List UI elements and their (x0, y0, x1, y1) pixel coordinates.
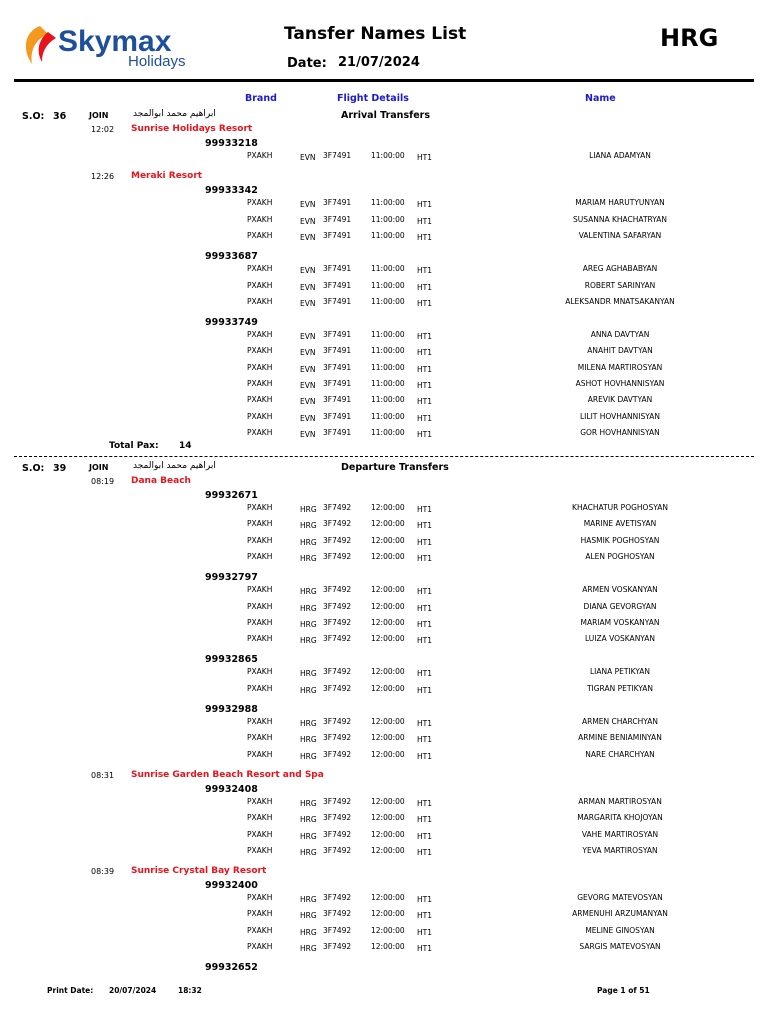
so-label: S.O: (22, 463, 45, 474)
airport-code: HRG (300, 521, 317, 531)
hotel-code: HT1 (417, 669, 432, 679)
pax-code: PXAKH (247, 214, 273, 224)
flight-number: 3F7491 (323, 296, 352, 306)
transfer-type: Arrival Transfers (341, 110, 431, 121)
passenger-row (0, 926, 768, 940)
pax-code: PXAKH (247, 683, 273, 693)
flight-number: 3F7491 (323, 214, 352, 224)
passenger-row (0, 750, 768, 764)
passenger-name: LIANA ADAMYAN (589, 151, 651, 160)
passenger-row (0, 684, 768, 698)
passenger-row (0, 379, 768, 393)
date-value: 21/07/2024 (338, 55, 420, 70)
airport-code: EVN (300, 232, 316, 242)
passenger-name: ARMENUHI ARZUMANYAN (572, 909, 668, 919)
print-date-label: Print Date: (47, 986, 94, 995)
hotel-code: HT1 (417, 751, 432, 761)
hotel-pickup-time: 12:02 (91, 125, 115, 134)
flight-number: 3F7491 (323, 395, 352, 405)
flight-number: 3F7491 (323, 346, 352, 356)
pax-code: PXAKH (247, 634, 273, 644)
airport-code: EVN (300, 429, 316, 439)
passenger-row (0, 264, 768, 278)
airport-code: EVN (300, 216, 316, 226)
hotel-code: HT1 (417, 847, 432, 857)
passenger-name: ARMINE BENIAMINYAN (578, 733, 662, 743)
pax-code: PXAKH (247, 535, 273, 545)
hotel-code: HT1 (417, 521, 432, 531)
join-label: JOIN (89, 111, 109, 120)
hotel-code: HT1 (417, 636, 432, 646)
flight-time: 12:00:00 (371, 601, 405, 611)
flight-number: 3F7492 (323, 683, 352, 693)
hotel-code: HT1 (417, 927, 432, 937)
flight-time: 11:00:00 (371, 362, 405, 372)
passenger-name: ROBERT SARINYAN (584, 280, 656, 290)
flight-number: 3F7492 (323, 601, 352, 611)
airport-code: EVN (300, 332, 316, 342)
passenger-name: YEVA MARTIROSYAN (582, 845, 658, 855)
transfer-type: Departure Transfers (341, 462, 449, 473)
passenger-name: GOR HOVHANNISYAN (580, 427, 660, 437)
pax-code: PXAKH (247, 733, 273, 743)
pax-code: PXAKH (247, 395, 273, 405)
passenger-name: MARINE AVETISYAN (583, 519, 657, 529)
hotel-code: HT1 (417, 266, 432, 276)
passenger-name: KHACHATUR POGHOSYAN (572, 503, 668, 512)
airport-code: HRG (300, 636, 317, 646)
print-date-value: 20/07/2024 (109, 986, 157, 995)
passenger-name: SARGIS MATEVOSYAN (579, 942, 661, 951)
flight-number: 3F7492 (323, 909, 352, 919)
passenger-name: ANAHIT DAVTYAN (587, 346, 653, 356)
flight-number: 3F7492 (323, 733, 352, 743)
passenger-row (0, 412, 768, 426)
passenger-name: HASMIK POGHOSYAN (580, 535, 660, 545)
passenger-row (0, 503, 768, 517)
flight-time: 12:00:00 (371, 519, 405, 529)
pax-code: PXAKH (247, 503, 273, 512)
pax-code: PXAKH (247, 893, 273, 903)
hotel-code: HT1 (417, 553, 432, 563)
passenger-name: LUIZA VOSKANYAN (584, 634, 656, 644)
flight-time: 11:00:00 (371, 330, 405, 340)
voucher-number: 99932400 (205, 880, 258, 892)
flight-time: 11:00:00 (371, 379, 405, 388)
airport-code: EVN (300, 397, 316, 407)
airport-code: EVN (300, 348, 316, 358)
flight-number: 3F7492 (323, 551, 352, 561)
skymax-logo (20, 20, 230, 72)
hotel-code: HT1 (417, 505, 432, 514)
airport-code: EVN (300, 282, 316, 292)
column-header-brand: Brand (245, 93, 277, 104)
total-pax-label: Total Pax: (109, 441, 159, 451)
airport-code: HRG (300, 895, 317, 905)
airport-code: HRG (300, 735, 317, 745)
hotel-pickup-time: 08:31 (91, 770, 115, 780)
flight-time: 12:00:00 (371, 925, 405, 935)
passenger-name: MARGARITA KHOJOYAN (577, 813, 663, 823)
flight-time: 12:00:00 (371, 717, 405, 726)
flight-number: 3F7492 (323, 942, 352, 951)
passenger-name: NARE CHARCHYAN (585, 749, 655, 759)
hotel-code: HT1 (417, 200, 432, 210)
airport-code: EVN (300, 364, 316, 374)
passenger-name: VAHE MARTIROSYAN (581, 829, 659, 839)
flight-time: 12:00:00 (371, 634, 405, 644)
passenger-name: MILENA MARTIROSYAN (577, 362, 663, 372)
voucher-number: 99932797 (205, 572, 258, 584)
header-rule (14, 79, 754, 82)
so-label: S.O: (22, 111, 45, 122)
passenger-row (0, 363, 768, 377)
passenger-row (0, 634, 768, 648)
passenger-row (0, 830, 768, 844)
passenger-row (0, 813, 768, 827)
airport-code: EVN (300, 381, 316, 390)
passenger-name: ARMEN CHARCHYAN (581, 717, 658, 726)
pax-code: PXAKH (247, 717, 273, 726)
pax-code: PXAKH (247, 346, 273, 356)
guide-name-arabic: ابراهيم محمد ابوالمجد (133, 461, 216, 471)
flight-number: 3F7492 (323, 617, 352, 627)
flight-time: 11:00:00 (371, 214, 405, 224)
flight-number: 3F7492 (323, 829, 352, 839)
pax-code: PXAKH (247, 198, 273, 208)
flight-time: 11:00:00 (371, 395, 405, 405)
passenger-row (0, 846, 768, 860)
so-number: 39 (53, 463, 67, 474)
flight-number: 3F7491 (323, 230, 352, 240)
flight-time: 12:00:00 (371, 535, 405, 545)
pax-code: PXAKH (247, 585, 273, 595)
passenger-name: AREVIK DAVTYAN (587, 395, 653, 405)
airport-code: HRG (300, 831, 317, 841)
passenger-name: GEVORG MATEVOSYAN (577, 893, 663, 903)
flight-number: 3F7492 (323, 813, 352, 823)
flight-time: 12:00:00 (371, 617, 405, 627)
hotel-code: HT1 (417, 429, 432, 439)
flight-number: 3F7492 (323, 503, 352, 512)
pax-code: PXAKH (247, 551, 273, 561)
passenger-row (0, 346, 768, 360)
passenger-name: TIGRAN PETIKYAN (586, 683, 654, 693)
airport-code: HRG (660, 24, 719, 52)
flight-time: 11:00:00 (371, 280, 405, 290)
pax-code: PXAKH (247, 617, 273, 627)
hotel-code: HT1 (417, 603, 432, 613)
pax-code: PXAKH (247, 909, 273, 919)
pax-code: PXAKH (247, 925, 273, 935)
pax-code: PXAKH (247, 264, 273, 274)
passenger-row (0, 797, 768, 811)
section-divider (14, 456, 754, 457)
flight-number: 3F7491 (323, 151, 352, 160)
hotel-code: HT1 (417, 232, 432, 242)
pax-code: PXAKH (247, 813, 273, 823)
voucher-number: 99932671 (205, 490, 258, 501)
hotel-code: HT1 (417, 944, 432, 953)
flight-time: 12:00:00 (371, 845, 405, 855)
pax-code: PXAKH (247, 330, 273, 340)
voucher-number: 99933342 (205, 185, 258, 197)
airport-code: EVN (300, 298, 316, 308)
pax-code: PXAKH (247, 427, 273, 437)
so-number: 36 (53, 111, 67, 122)
voucher-number: 99932988 (205, 704, 258, 715)
passenger-name: ALEN POGHOSYAN (585, 551, 655, 561)
passenger-row (0, 733, 768, 747)
flight-time: 12:00:00 (371, 829, 405, 839)
pax-code: PXAKH (247, 296, 273, 306)
passenger-name: ASHOT HOVHANNISYAN (575, 379, 665, 388)
airport-code: HRG (300, 798, 317, 808)
hotel-code: HT1 (417, 298, 432, 308)
pax-code: PXAKH (247, 519, 273, 529)
hotel-code: HT1 (417, 735, 432, 745)
passenger-row (0, 618, 768, 632)
flight-time: 11:00:00 (371, 296, 405, 306)
hotel-code: HT1 (417, 619, 432, 629)
hotel-code: HT1 (417, 397, 432, 407)
airport-code: HRG (300, 911, 317, 921)
hotel-code: HT1 (417, 332, 432, 342)
pax-code: PXAKH (247, 230, 273, 240)
hotel-name: Dana Beach (131, 476, 191, 486)
airport-code: EVN (300, 153, 316, 162)
pax-code: PXAKH (247, 796, 273, 806)
flight-number: 3F7492 (323, 535, 352, 545)
flight-number: 3F7491 (323, 362, 352, 372)
passenger-row (0, 330, 768, 344)
hotel-name: Sunrise Garden Beach Resort and Spa (131, 769, 324, 780)
flight-number: 3F7491 (323, 330, 352, 340)
pax-code: PXAKH (247, 280, 273, 290)
hotel-code: HT1 (417, 153, 432, 162)
pax-code: PXAKH (247, 749, 273, 759)
hotel-code: HT1 (417, 587, 432, 597)
flight-time: 11:00:00 (371, 411, 405, 421)
passenger-name: MARIAM HARUTYUNYAN (575, 198, 665, 208)
passenger-name: DIANA GEVORGYAN (583, 601, 657, 611)
flight-time: 11:00:00 (371, 264, 405, 274)
airport-code: HRG (300, 685, 317, 695)
flight-time: 11:00:00 (371, 427, 405, 437)
airport-code: HRG (300, 751, 317, 761)
airport-code: HRG (300, 815, 317, 825)
date-label: Date: (287, 56, 327, 71)
flight-time: 12:00:00 (371, 813, 405, 823)
airport-code: HRG (300, 719, 317, 728)
passenger-row (0, 552, 768, 566)
hotel-code: HT1 (417, 815, 432, 825)
passenger-row (0, 151, 768, 165)
hotel-pickup-time: 12:26 (91, 172, 115, 182)
passenger-name: ARMEN VOSKANYAN (582, 585, 658, 595)
airport-code: HRG (300, 587, 317, 597)
airport-code: HRG (300, 927, 317, 937)
flight-number: 3F7491 (323, 264, 352, 274)
hotel-pickup-time: 08:19 (91, 477, 115, 486)
flight-time: 12:00:00 (371, 749, 405, 759)
hotel-code: HT1 (417, 911, 432, 921)
flight-number: 3F7491 (323, 411, 352, 421)
column-header-flight: Flight Details (337, 93, 409, 104)
flight-number: 3F7492 (323, 519, 352, 529)
flight-time: 12:00:00 (371, 893, 405, 903)
passenger-row (0, 602, 768, 616)
passenger-name: SUSANNA KHACHATRYAN (572, 214, 668, 224)
flight-time: 12:00:00 (371, 733, 405, 743)
flight-number: 3F7492 (323, 667, 352, 677)
join-label: JOIN (89, 463, 109, 472)
hotel-code: HT1 (417, 719, 432, 728)
hotel-code: HT1 (417, 798, 432, 808)
airport-code: HRG (300, 505, 317, 514)
flight-time: 12:00:00 (371, 667, 405, 677)
voucher-number: 99933687 (205, 251, 258, 263)
voucher-number: 99932865 (205, 654, 258, 666)
hotel-code: HT1 (417, 413, 432, 423)
flight-time: 12:00:00 (371, 503, 405, 512)
flight-number: 3F7492 (323, 893, 352, 903)
airport-code: HRG (300, 944, 317, 953)
hotel-code: HT1 (417, 381, 432, 390)
airport-code: EVN (300, 413, 316, 423)
passenger-row (0, 297, 768, 311)
passenger-name: ANNA DAVTYAN (590, 330, 650, 340)
flight-number: 3F7492 (323, 749, 352, 759)
pax-code: PXAKH (247, 601, 273, 611)
passenger-row (0, 428, 768, 442)
flight-time: 12:00:00 (371, 796, 405, 806)
voucher-number: 99932408 (205, 783, 258, 795)
flight-time: 11:00:00 (371, 151, 405, 160)
hotel-name: Sunrise Crystal Bay Resort (131, 866, 267, 877)
hotel-pickup-time: 08:39 (91, 867, 115, 877)
flight-number: 3F7492 (323, 585, 352, 595)
passenger-name: LILIT HOVHANNISYAN (580, 411, 660, 421)
hotel-name: Meraki Resort (131, 171, 203, 182)
flight-number: 3F7491 (323, 280, 352, 290)
airport-code: EVN (300, 266, 316, 276)
passenger-name: LIANA PETIKYAN (589, 667, 651, 677)
airport-code: HRG (300, 669, 317, 679)
passenger-row (0, 717, 768, 731)
svg-text:Holidays: Holidays (128, 53, 186, 70)
passenger-name: MARIAM VOSKANYAN (580, 617, 660, 627)
passenger-row (0, 667, 768, 681)
pax-code: PXAKH (247, 362, 273, 372)
logo-swoosh-icon (20, 20, 230, 72)
svg-text:Skymax: Skymax (58, 25, 172, 58)
page-number: Page 1 of 51 (597, 986, 650, 995)
flight-time: 11:00:00 (371, 346, 405, 356)
flight-time: 11:00:00 (371, 230, 405, 240)
page-title: Tansfer Names List (284, 24, 467, 44)
airport-code: HRG (300, 847, 317, 857)
pax-code: PXAKH (247, 411, 273, 421)
airport-code: HRG (300, 537, 317, 547)
passenger-name: ARMAN MARTIROSYAN (578, 796, 662, 806)
flight-time: 12:00:00 (371, 942, 405, 951)
voucher-number: 99933218 (205, 138, 258, 149)
passenger-row (0, 215, 768, 229)
passenger-row (0, 519, 768, 533)
voucher-number: 99933749 (205, 317, 258, 329)
flight-number: 3F7492 (323, 717, 352, 726)
passenger-row (0, 536, 768, 550)
hotel-code: HT1 (417, 282, 432, 292)
passenger-row (0, 909, 768, 923)
hotel-code: HT1 (417, 685, 432, 695)
pax-code: PXAKH (247, 829, 273, 839)
total-pax-value: 14 (179, 441, 192, 451)
hotel-name: Sunrise Holidays Resort (131, 124, 253, 134)
flight-time: 12:00:00 (371, 909, 405, 919)
passenger-row (0, 231, 768, 245)
pax-code: PXAKH (247, 667, 273, 677)
hotel-code: HT1 (417, 831, 432, 841)
passenger-row (0, 942, 768, 956)
flight-number: 3F7491 (323, 198, 352, 208)
passenger-row (0, 281, 768, 295)
passenger-row (0, 893, 768, 907)
hotel-code: HT1 (417, 537, 432, 547)
hotel-code: HT1 (417, 364, 432, 374)
hotel-code: HT1 (417, 348, 432, 358)
flight-time: 11:00:00 (371, 198, 405, 208)
pax-code: PXAKH (247, 942, 273, 951)
airport-code: HRG (300, 553, 317, 563)
passenger-name: VALENTINA SAFARYAN (578, 230, 662, 240)
flight-number: 3F7492 (323, 796, 352, 806)
hotel-code: HT1 (417, 216, 432, 226)
airport-code: HRG (300, 619, 317, 629)
pax-code: PXAKH (247, 151, 273, 160)
guide-name-arabic: ابراهيم محمد ابوالمجد (133, 109, 216, 119)
passenger-row (0, 395, 768, 409)
passenger-name: ALEKSANDR MNATSAKANYAN (565, 296, 675, 306)
airport-code: EVN (300, 200, 316, 210)
print-time: 18:32 (178, 986, 202, 995)
flight-number: 3F7492 (323, 925, 352, 935)
pax-code: PXAKH (247, 845, 273, 855)
flight-time: 12:00:00 (371, 683, 405, 693)
voucher-number: 99932652 (205, 962, 258, 974)
passenger-row (0, 198, 768, 212)
hotel-code: HT1 (417, 895, 432, 905)
column-header-name: Name (585, 93, 616, 104)
airport-code: HRG (300, 603, 317, 613)
flight-time: 12:00:00 (371, 585, 405, 595)
flight-time: 12:00:00 (371, 551, 405, 561)
flight-number: 3F7492 (323, 634, 352, 644)
flight-number: 3F7492 (323, 845, 352, 855)
passenger-name: MELINE GINOSYAN (585, 925, 655, 935)
flight-number: 3F7491 (323, 427, 352, 437)
passenger-name: AREG AGHABABYAN (582, 264, 658, 274)
pax-code: PXAKH (247, 379, 273, 388)
flight-number: 3F7491 (323, 379, 352, 388)
passenger-row (0, 585, 768, 599)
